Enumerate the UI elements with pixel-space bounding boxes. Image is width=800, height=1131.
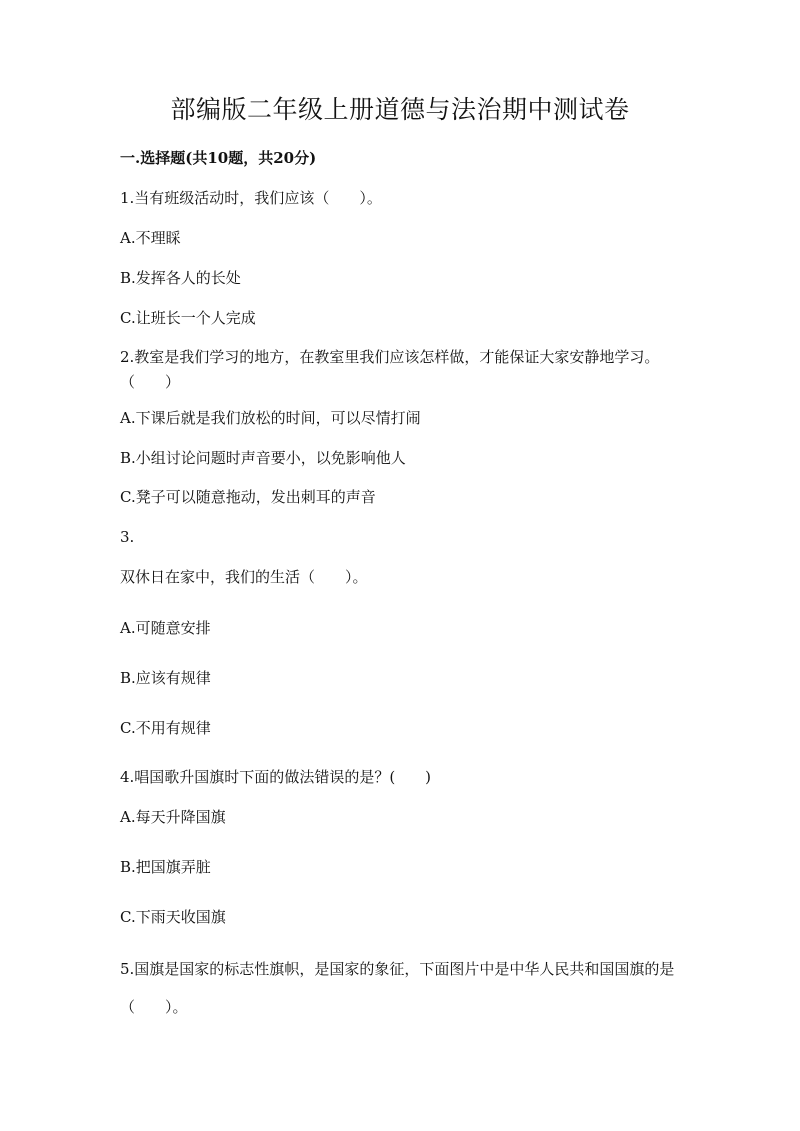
question-3-option-a: A.可随意安排 [120,619,211,637]
question-2-stem: 2.教室是我们学习的地方，在教室里我们应该怎样做，才能保证大家安静地学习。（ ） [120,348,660,391]
question-4-option-b: B.把国旗弄脏 [120,858,211,876]
question-3-number: 3. [120,528,135,546]
question-3-stem: 双休日在家中，我们的生活（ ）。 [120,568,368,586]
question-1-stem: 1.当有班级活动时，我们应该（ ）。 [120,189,382,207]
question-2-option-b: B.小组讨论问题时声音要小，以免影响他人 [120,449,406,467]
question-2-option-a: A.下课后就是我们放松的时间，可以尽情打闹 [120,409,421,427]
question-4-option-a: A.每天升降国旗 [120,808,226,826]
question-4-stem: 4.唱国歌升国旗时下面的做法错误的是？( ) [120,768,432,786]
question-4-option-c: C.下雨天收国旗 [120,908,226,926]
question-5-stem: 5.国旗是国家的标志性旗帜，是国家的象征，下面图片中是中华人民共和国国旗的是（ ）。 [120,960,675,1016]
question-3-option-c: C.不用有规律 [120,719,211,737]
question-2-option-c: C.凳子可以随意拖动，发出刺耳的声音 [120,488,376,506]
question-1-option-a: A.不理睬 [120,229,181,247]
section-heading: 一.选择题(共10题，共20分) [120,149,317,167]
question-3-option-b: B.应该有规律 [120,669,211,687]
page-title: 部编版二年级上册道德与法治期中测试卷 [170,95,630,124]
question-1-option-b: B.发挥各人的长处 [120,269,241,287]
question-1-option-c: C.让班长一个人完成 [120,309,256,327]
